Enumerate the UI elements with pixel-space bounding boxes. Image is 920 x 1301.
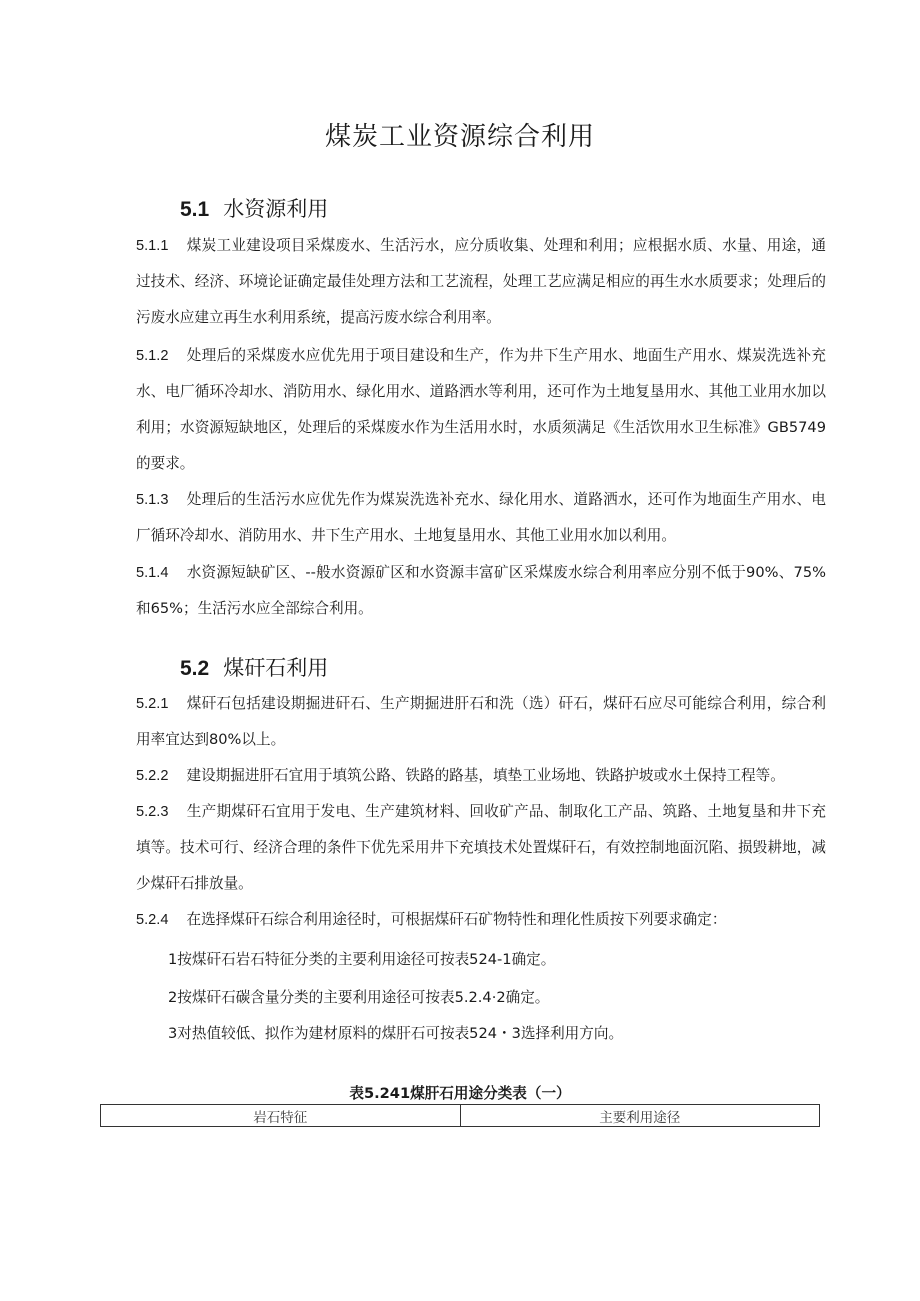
- page-title: 煤炭工业资源综合利用: [324, 122, 595, 152]
- paragraph-5-2-4: [136, 902, 826, 938]
- paragraph-number: 5.2.1: [136, 696, 169, 712]
- paragraph-number: 5.2.4: [136, 912, 169, 928]
- paragraph-text: 煤炭工业建设项目采煤废水、生活污水，应分质收集、处理和利用；应根据水质、水量、用途，通过技术、经济、环境论证确定最佳处理方法和工艺流程，处理工艺应满足相应的再生水水质要求；处理后的污废水应建立再生水利用系统，提高污废水综合利用率。: [136, 237, 826, 326]
- section-title: 水资源利用: [223, 197, 329, 221]
- paragraph-5-2-3: [136, 794, 826, 902]
- list-item: 2按煤矸石碳含量分类的主要利用途径可按表5.2.4·2确定。: [168, 989, 550, 1006]
- section-number: 5.1: [180, 198, 210, 221]
- section-heading-5-2: [180, 652, 328, 682]
- paragraph-number: 5.1.3: [136, 492, 169, 508]
- paragraph-text: 水资源短缺矿区、--般水资源矿区和水资源丰富矿区采煤废水综合利用率应分别不低于90%、75%和65%；生活污水应全部综合利用。: [136, 564, 826, 617]
- section-title: 煤矸石利用: [223, 656, 329, 680]
- paragraph-5-2-1: [136, 686, 826, 758]
- paragraph-text: 建设期掘进肝石宜用于填筑公路、铁路的路基，填垫工业场地、铁路护坡或水土保持工程等。: [186, 767, 785, 784]
- table-header-cell: 主要利用途径: [460, 1105, 820, 1127]
- paragraph-text: 在选择煤矸石综合利用途径时，可根据煤矸石矿物特性和理化性质按下列要求确定：: [186, 911, 727, 928]
- paragraph-number: 5.2.3: [136, 804, 169, 820]
- paragraph-number: 5.1.2: [136, 348, 169, 364]
- paragraph-number: 5.1.4: [136, 565, 169, 581]
- paragraph-text: 煤矸石包括建设期掘进矸石、生产期掘进肝石和洗（选）矸石，煤矸石应尽可能综合利用，综合利用率宜达到80%以上。: [136, 695, 826, 748]
- table-header-row: [101, 1105, 820, 1127]
- paragraph-5-1-1: [136, 228, 826, 336]
- table-header-cell: 岩石特征: [101, 1105, 461, 1127]
- paragraph-5-1-3: [136, 482, 826, 554]
- classification-table: [100, 1104, 820, 1127]
- table-caption: 表5.241煤肝石用途分类表（一）: [349, 1085, 571, 1102]
- paragraph-5-1-2: [136, 338, 826, 482]
- paragraph-text: 处理后的生活污水应优先作为煤炭洗选补充水、绿化用水、道路洒水，还可作为地面生产用水、电厂循环冷却水、消防用水、井下生产用水、土地复垦用水、其他工业用水加以利用。: [136, 491, 826, 544]
- list-item: 1按煤矸石岩石特征分类的主要利用途径可按表524-1确定。: [168, 951, 556, 968]
- paragraph-text: 生产期煤矸石宜用于发电、生产建筑材料、回收矿产品、制取化工产品、筑路、土地复垦和井下充填等。技术可行、经济合理的条件下优先采用井下充填技术处置煤矸石，有效控制地面沉陷、损毁耕地，减少煤矸石排放量。: [136, 803, 826, 892]
- section-heading-5-1: [180, 193, 328, 223]
- paragraph-5-2-2: [136, 758, 826, 794]
- paragraph-number: 5.2.2: [136, 768, 169, 784]
- list-item: 3对热值较低、拟作为建材原料的煤肝石可按表524・3选择利用方向。: [168, 1025, 624, 1042]
- paragraph-5-1-4: [136, 555, 826, 627]
- section-number: 5.2: [180, 657, 210, 680]
- paragraph-text: 处理后的采煤废水应优先用于项目建设和生产，作为井下生产用水、地面生产用水、煤炭洗选补充水、电厂循环冷却水、消防用水、绿化用水、道路洒水等利用，还可作为土地复垦用水、其他工业用水加以利用；水资源短缺地区，处理后的采煤废水作为生活用水时，水质须满足《生活饮用水卫生标准》GB5749的要求。: [136, 347, 826, 472]
- paragraph-number: 5.1.1: [136, 238, 169, 254]
